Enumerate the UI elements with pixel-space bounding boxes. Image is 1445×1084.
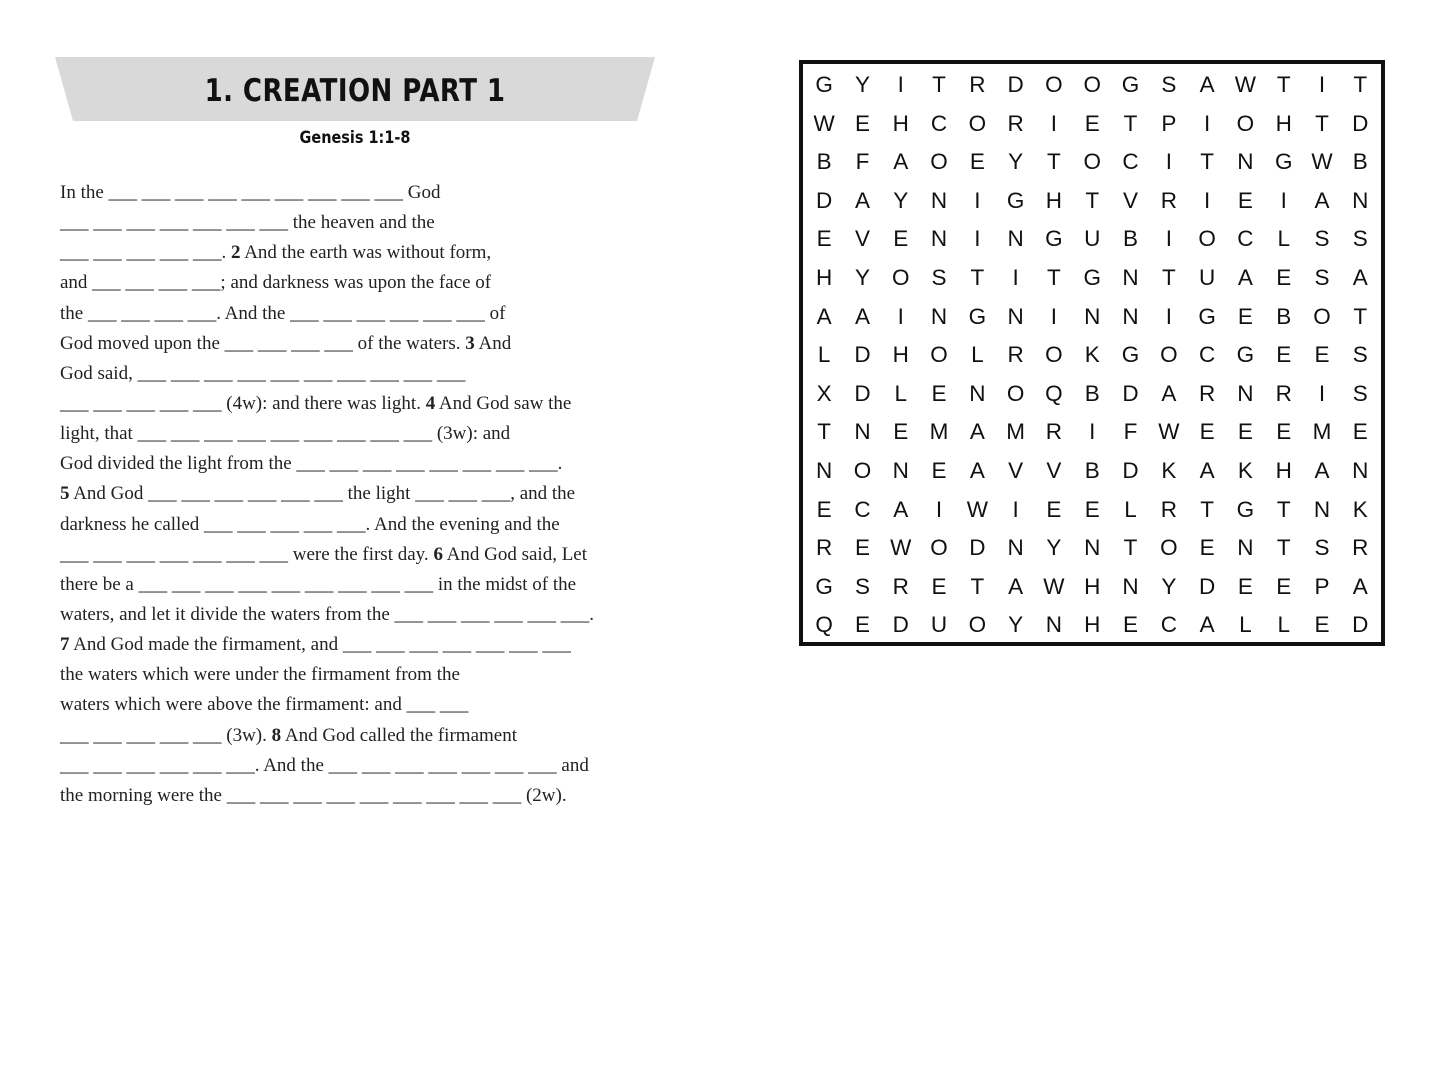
- grid-letter: W: [966, 496, 988, 522]
- grid-letter: P: [1314, 573, 1330, 599]
- verse-number: 7: [60, 634, 70, 656]
- grid-row: [805, 66, 1381, 105]
- grid-letter: N: [1007, 303, 1024, 329]
- grid-row: [805, 182, 1381, 221]
- grid-letter: Y: [893, 187, 909, 213]
- grid-letter: E: [816, 496, 832, 522]
- grid-letter: T: [970, 264, 985, 290]
- passage-text: God said, ___ ___ ___ ___ ___ ___ ___ ___ ___ ___: [60, 362, 466, 384]
- passage-text: God moved upon the ___ ___ ___ ___ of the waters.: [60, 332, 466, 354]
- verse-number: 8: [271, 724, 282, 746]
- grid-letter: G: [1006, 187, 1025, 213]
- grid-letter: F: [1123, 419, 1138, 445]
- grid-letter: Y: [1046, 535, 1062, 561]
- passage-text: And God called the firmament: [281, 724, 517, 746]
- grid-letter: G: [1236, 342, 1255, 368]
- grid-letter: T: [1315, 110, 1329, 136]
- grid-letter: R: [1275, 380, 1292, 406]
- grid-letter: N: [892, 457, 909, 483]
- grid-letter: N: [1122, 573, 1139, 599]
- grid-letter: G: [815, 573, 833, 599]
- grid-letter: D: [1122, 380, 1139, 406]
- grid-letter: L: [817, 342, 831, 368]
- grid-letter: A: [969, 419, 985, 445]
- passage-text: In the ___ ___ ___ ___ ___ ___ ___ ___ ___ God: [60, 182, 441, 203]
- grid-letter: R: [1007, 110, 1024, 136]
- grid-letter: E: [969, 149, 985, 175]
- grid-letter: E: [1352, 419, 1368, 445]
- grid-letter: Y: [1008, 612, 1024, 638]
- grid-letter: T: [1123, 535, 1138, 561]
- grid-letter: B: [1084, 457, 1100, 483]
- grid-letter: H: [816, 264, 833, 290]
- grid-letter: A: [1161, 380, 1177, 406]
- grid-letter: E: [1276, 419, 1292, 445]
- grid-letter: U: [930, 612, 948, 638]
- grid-row: [805, 529, 1381, 568]
- grid-letter: U: [1084, 226, 1101, 252]
- grid-letter: O: [1045, 342, 1063, 368]
- grid-letter: E: [1276, 573, 1292, 599]
- grid-letter: C: [930, 110, 948, 136]
- grid-letter: O: [1045, 72, 1063, 97]
- grid-letter: I: [974, 187, 981, 213]
- grid-letter: W: [813, 110, 835, 136]
- grid-letter: E: [893, 419, 909, 445]
- grid-letter: T: [1353, 72, 1368, 97]
- grid-letter: I: [1165, 149, 1172, 175]
- passage-text: ___ ___ ___ ___ ___ ___. And the ___ ___ ___ ___ ___ ___ ___ and: [60, 754, 589, 776]
- grid-letter: W: [890, 535, 912, 561]
- grid-letter: A: [1314, 457, 1330, 483]
- grid-letter: S: [1314, 264, 1330, 290]
- verse-number: 5: [60, 483, 70, 505]
- passage-text: ___ ___ ___ ___ ___ (3w).: [60, 724, 272, 746]
- grid-letter: N: [1122, 264, 1139, 290]
- grid-row: [805, 491, 1381, 530]
- grid-letter: B: [1123, 226, 1139, 252]
- grid-letter: I: [1165, 303, 1172, 329]
- grid-row: [805, 143, 1381, 182]
- grid-letter: E: [1237, 573, 1253, 599]
- grid-letter: R: [1007, 342, 1024, 368]
- grid-letter: V: [1008, 457, 1024, 483]
- grid-letter: D: [854, 342, 871, 368]
- grid-letter: E: [931, 457, 947, 483]
- passage-line: [60, 630, 660, 660]
- grid-letter: W: [1311, 149, 1333, 175]
- grid-letter: O: [891, 264, 910, 290]
- grid-letter: E: [816, 226, 832, 252]
- grid-letter: Y: [1008, 149, 1024, 175]
- passage-line: [60, 690, 660, 720]
- grid-letter: A: [1199, 612, 1215, 638]
- passage-text: God divided the light from the ___ ___ ___ ___ ___ ___ ___ ___.: [60, 453, 563, 475]
- passage-line: [60, 299, 660, 329]
- grid-letter: M: [1312, 419, 1332, 445]
- scripture-reference: Genesis 1:1-8: [299, 128, 411, 148]
- grid-letter: D: [1352, 612, 1369, 638]
- passage-line: [60, 178, 660, 208]
- grid-letter: C: [1198, 342, 1216, 368]
- grid-row: [805, 375, 1381, 414]
- grid-letter: I: [974, 226, 981, 252]
- grid-letter: A: [1199, 72, 1215, 97]
- verse-number: 4: [425, 392, 436, 414]
- grid-letter: H: [892, 342, 909, 368]
- grid-letter: T: [817, 419, 832, 445]
- grid-letter: T: [1085, 187, 1100, 213]
- grid-letter: A: [1008, 573, 1024, 599]
- grid-letter: E: [931, 380, 947, 406]
- grid-letter: O: [853, 457, 872, 483]
- grid-letter: L: [1239, 612, 1252, 638]
- passage-text: And God said, Let: [442, 543, 588, 565]
- grid-letter: X: [816, 380, 832, 406]
- grid-row: [805, 105, 1381, 144]
- grid-letter: E: [1276, 264, 1292, 290]
- grid-letter: F: [855, 149, 870, 175]
- grid-row: [805, 606, 1381, 645]
- grid-letter: G: [968, 303, 987, 329]
- grid-letter: S: [854, 573, 870, 599]
- grid-letter: M: [1006, 419, 1025, 445]
- grid-letter: O: [1160, 535, 1178, 561]
- grid-letter: W: [1234, 72, 1257, 97]
- grid-letter: Y: [1161, 573, 1177, 599]
- grid-letter: A: [854, 303, 870, 329]
- grid-row: [805, 568, 1381, 607]
- grid-letter: O: [1160, 342, 1178, 368]
- passage-line: [60, 268, 660, 298]
- grid-letter: U: [1198, 264, 1216, 290]
- passage-text: there be a ___ ___ ___ ___ ___ ___ ___ ___ ___ in the midst of the: [60, 573, 577, 595]
- grid-letter: V: [854, 226, 870, 252]
- grid-letter: I: [1165, 226, 1172, 252]
- grid-letter: L: [1124, 496, 1137, 522]
- verse-number: 2: [231, 242, 241, 264]
- grid-letter: I: [935, 496, 943, 522]
- grid-letter: T: [1200, 149, 1214, 175]
- grid-letter: H: [1084, 573, 1101, 599]
- grid-letter: C: [1237, 226, 1254, 252]
- grid-letter: N: [816, 457, 833, 483]
- grid-letter: E: [1084, 110, 1100, 136]
- grid-letter: E: [1276, 342, 1292, 368]
- grid-letter: C: [854, 496, 871, 522]
- grid-letter: O: [930, 535, 948, 561]
- grid-letter: A: [816, 303, 832, 329]
- grid-letter: G: [1236, 496, 1255, 522]
- grid-row: [805, 336, 1381, 375]
- passage-text: ___ ___ ___ ___ ___ ___ ___ were the first day.: [60, 543, 434, 565]
- grid-letter: N: [930, 303, 948, 329]
- passage-text: waters, and let it divide the waters from the ___ ___ ___ ___ ___ ___.: [60, 603, 595, 625]
- grid-letter: Y: [854, 72, 870, 97]
- grid-letter: I: [1203, 187, 1211, 213]
- grid-letter: G: [1198, 303, 1216, 329]
- grid-letter: N: [1122, 303, 1139, 329]
- grid-letter: E: [1237, 187, 1253, 213]
- grid-letter: N: [1237, 535, 1254, 561]
- grid-letter: N: [930, 187, 948, 213]
- grid-letter: I: [1012, 496, 1019, 522]
- grid-letter: D: [892, 612, 909, 638]
- grid-letter: Q: [815, 612, 833, 638]
- grid-letter: C: [1160, 612, 1177, 638]
- passage-line: [60, 510, 660, 540]
- grid-letter: K: [1237, 457, 1253, 483]
- grid-letter: R: [969, 72, 986, 97]
- grid-letter: D: [816, 187, 833, 213]
- grid-letter: N: [1007, 226, 1024, 252]
- grid-row: [805, 259, 1381, 298]
- grid-letter: A: [1352, 573, 1368, 599]
- grid-letter: K: [1352, 496, 1368, 522]
- grid-letter: R: [1198, 380, 1216, 406]
- grid-letter: R: [1352, 535, 1369, 561]
- passage-text: ___ ___ ___ ___ ___.: [60, 242, 231, 264]
- grid-letter: O: [1083, 72, 1101, 97]
- passage-text: ___ ___ ___ ___ ___ ___ ___ the heaven and the: [60, 212, 435, 234]
- passage-line: [60, 781, 660, 811]
- grid-letter: K: [1161, 457, 1177, 483]
- grid-letter: O: [930, 149, 948, 175]
- grid-letter: H: [1275, 110, 1292, 136]
- grid-letter: G: [1045, 226, 1063, 252]
- grid-letter: O: [1083, 149, 1101, 175]
- grid-letter: T: [1200, 496, 1214, 522]
- grid-letter: K: [1084, 342, 1100, 368]
- grid-letter: O: [930, 342, 948, 368]
- grid-letter: S: [1352, 380, 1368, 406]
- grid-letter: O: [1006, 380, 1025, 406]
- grid-letter: L: [971, 342, 984, 368]
- passage-line: [60, 479, 660, 509]
- passage-line: [60, 570, 660, 600]
- grid-letter: E: [1237, 419, 1253, 445]
- passage-line: [60, 359, 660, 389]
- passage-line: [60, 238, 660, 268]
- grid-letter: E: [1199, 535, 1215, 561]
- grid-letter: A: [1199, 457, 1215, 483]
- grid-letter: H: [892, 110, 909, 136]
- grid-letter: D: [969, 535, 986, 561]
- grid-letter: R: [892, 573, 909, 599]
- grid-letter: I: [1012, 264, 1019, 290]
- grid-letter: H: [1275, 457, 1292, 483]
- grid-letter: N: [1352, 457, 1369, 483]
- grid-letter: W: [1043, 573, 1065, 599]
- grid-letter: E: [893, 226, 909, 252]
- grid-letter: I: [897, 72, 904, 97]
- grid-letter: M: [929, 419, 949, 445]
- grid-letter: A: [1314, 187, 1330, 213]
- grid-letter: N: [854, 419, 871, 445]
- grid-letter: N: [969, 380, 986, 406]
- grid-letter: E: [1046, 496, 1062, 522]
- passage-line: [60, 419, 660, 449]
- passage-text: And the earth was without form,: [240, 242, 492, 264]
- passage-text: And: [474, 332, 512, 354]
- passage-text: waters which were above the firmament: and ___ ___: [60, 694, 469, 716]
- grid-letter: A: [893, 496, 909, 522]
- grid-letter: S: [1161, 72, 1177, 97]
- grid-letter: A: [969, 457, 985, 483]
- grid-letter: E: [1123, 612, 1139, 638]
- grid-letter: N: [1352, 187, 1369, 213]
- grid-letter: S: [1352, 342, 1368, 368]
- grid-letter: T: [1123, 110, 1138, 136]
- grid-letter: T: [1047, 149, 1061, 175]
- passage-text: the morning were the ___ ___ ___ ___ ___ ___ ___ ___ ___ (2w).: [60, 784, 567, 806]
- grid-letter: C: [1122, 149, 1139, 175]
- passage-line: [60, 540, 660, 570]
- grid-letter: N: [1045, 612, 1063, 638]
- grid-letter: H: [1084, 612, 1101, 638]
- grid-letter: I: [1318, 72, 1326, 97]
- grid-letter: V: [1123, 187, 1139, 213]
- grid-letter: L: [1277, 612, 1290, 638]
- grid-letter: N: [1237, 149, 1254, 175]
- passage-text: and ___ ___ ___ ___; and darkness was upon the face of: [60, 272, 492, 294]
- grid-letter: T: [932, 72, 946, 97]
- grid-letter: W: [1158, 419, 1180, 445]
- passage-line: [60, 329, 660, 359]
- passage-text: And God saw the: [435, 392, 572, 414]
- passage-line: [60, 600, 660, 630]
- grid-letter: O: [968, 110, 987, 136]
- grid-letter: O: [1313, 303, 1331, 329]
- grid-letter: E: [854, 612, 870, 638]
- grid-letter: V: [1046, 457, 1062, 483]
- passage-text: the waters which were under the firmament from the: [60, 664, 460, 686]
- grid-letter: S: [1352, 226, 1368, 252]
- passage-line: [60, 208, 660, 238]
- grid-letter: B: [816, 149, 832, 175]
- passage-text: the ___ ___ ___ ___. And the ___ ___ ___ ___ ___ ___ of: [60, 302, 506, 324]
- grid-letter: T: [970, 573, 985, 599]
- grid-letter: I: [1203, 110, 1211, 136]
- grid-letter: G: [1121, 342, 1140, 368]
- grid-letter: I: [897, 303, 904, 329]
- grid-letter: I: [1089, 419, 1096, 445]
- grid-letter: D: [1352, 110, 1369, 136]
- grid-letter: A: [854, 187, 870, 213]
- grid-letter: E: [1314, 612, 1330, 638]
- grid-letter: E: [854, 535, 870, 561]
- passage-text: And God ___ ___ ___ ___ ___ ___ the light ___ ___ ___, and the: [69, 483, 576, 505]
- passage-line: [60, 660, 660, 690]
- page-title: 1. CREATION PART 1: [204, 73, 506, 109]
- passage-text: And God made the firmament, and ___ ___ ___ ___ ___ ___ ___: [69, 634, 571, 656]
- grid-letter: E: [1237, 303, 1253, 329]
- grid-row: [805, 220, 1381, 259]
- grid-letter: B: [1084, 380, 1100, 406]
- grid-letter: G: [1083, 264, 1101, 290]
- grid-letter: N: [1084, 535, 1101, 561]
- grid-letter: T: [1276, 72, 1291, 97]
- fill-in-passage: [60, 178, 660, 811]
- passage-line: [60, 389, 660, 419]
- grid-letter: P: [1161, 110, 1177, 136]
- grid-letter: S: [1314, 535, 1330, 561]
- grid-letter: O: [1236, 110, 1255, 136]
- passage-line: [60, 721, 660, 751]
- grid-letter: O: [968, 612, 987, 638]
- passage-line: [60, 449, 660, 479]
- grid-letter: N: [930, 226, 948, 252]
- grid-letter: G: [815, 72, 833, 97]
- grid-row: [805, 452, 1381, 491]
- grid-letter: E: [854, 110, 870, 136]
- grid-letter: L: [1277, 226, 1290, 252]
- grid-letter: D: [1122, 457, 1139, 483]
- word-search-grid: [799, 60, 1385, 646]
- grid-letter: D: [1198, 573, 1216, 599]
- grid-letter: R: [1160, 496, 1177, 522]
- grid-letter: R: [1160, 187, 1177, 213]
- grid-letter: D: [1007, 72, 1024, 97]
- grid-letter: S: [931, 264, 947, 290]
- grid-letter: E: [1314, 342, 1330, 368]
- grid-letter: E: [1199, 419, 1215, 445]
- grid-letter: G: [1274, 149, 1293, 175]
- passage-text: light, that ___ ___ ___ ___ ___ ___ ___ ___ ___ (3w): and: [60, 423, 511, 445]
- passage-line: [60, 751, 660, 781]
- grid-row: [805, 413, 1381, 452]
- grid-letter: I: [1318, 380, 1326, 406]
- grid-letter: Y: [854, 264, 870, 290]
- grid-letter: S: [1314, 226, 1330, 252]
- grid-letter: G: [1121, 72, 1140, 97]
- grid-letter: N: [1237, 380, 1254, 406]
- grid-letter: N: [1007, 535, 1024, 561]
- grid-letter: D: [854, 380, 871, 406]
- grid-letter: Q: [1045, 380, 1063, 406]
- grid-letter: E: [931, 573, 947, 599]
- grid-row: [805, 298, 1381, 337]
- grid-letter: T: [1276, 496, 1291, 522]
- grid-letter: B: [1276, 303, 1292, 329]
- grid-letter: T: [1047, 264, 1061, 290]
- grid-letter: R: [1045, 419, 1063, 445]
- grid-letter: T: [1353, 303, 1368, 329]
- grid-letter: N: [1084, 303, 1101, 329]
- passage-text: ___ ___ ___ ___ ___ (4w): and there was light.: [60, 392, 426, 414]
- grid-letter: I: [1050, 303, 1058, 329]
- grid-letter: R: [816, 535, 833, 561]
- grid-letter: B: [1352, 149, 1368, 175]
- verse-number: 6: [433, 543, 443, 565]
- grid-letter: I: [1280, 187, 1287, 213]
- grid-letter: T: [1276, 535, 1291, 561]
- grid-letter: I: [1050, 110, 1058, 136]
- grid-letter: O: [1198, 226, 1216, 252]
- grid-letter: E: [1084, 496, 1100, 522]
- grid-letter: T: [1161, 264, 1176, 290]
- verse-number: 3: [465, 332, 475, 354]
- grid-letter: N: [1313, 496, 1331, 522]
- passage-text: darkness he called ___ ___ ___ ___ ___. And the evening and the: [60, 513, 560, 535]
- grid-letter: H: [1045, 187, 1063, 213]
- grid-letter: A: [893, 149, 909, 175]
- grid-letter: A: [1352, 264, 1368, 290]
- grid-letter: A: [1237, 264, 1253, 290]
- grid-letter: L: [894, 380, 907, 406]
